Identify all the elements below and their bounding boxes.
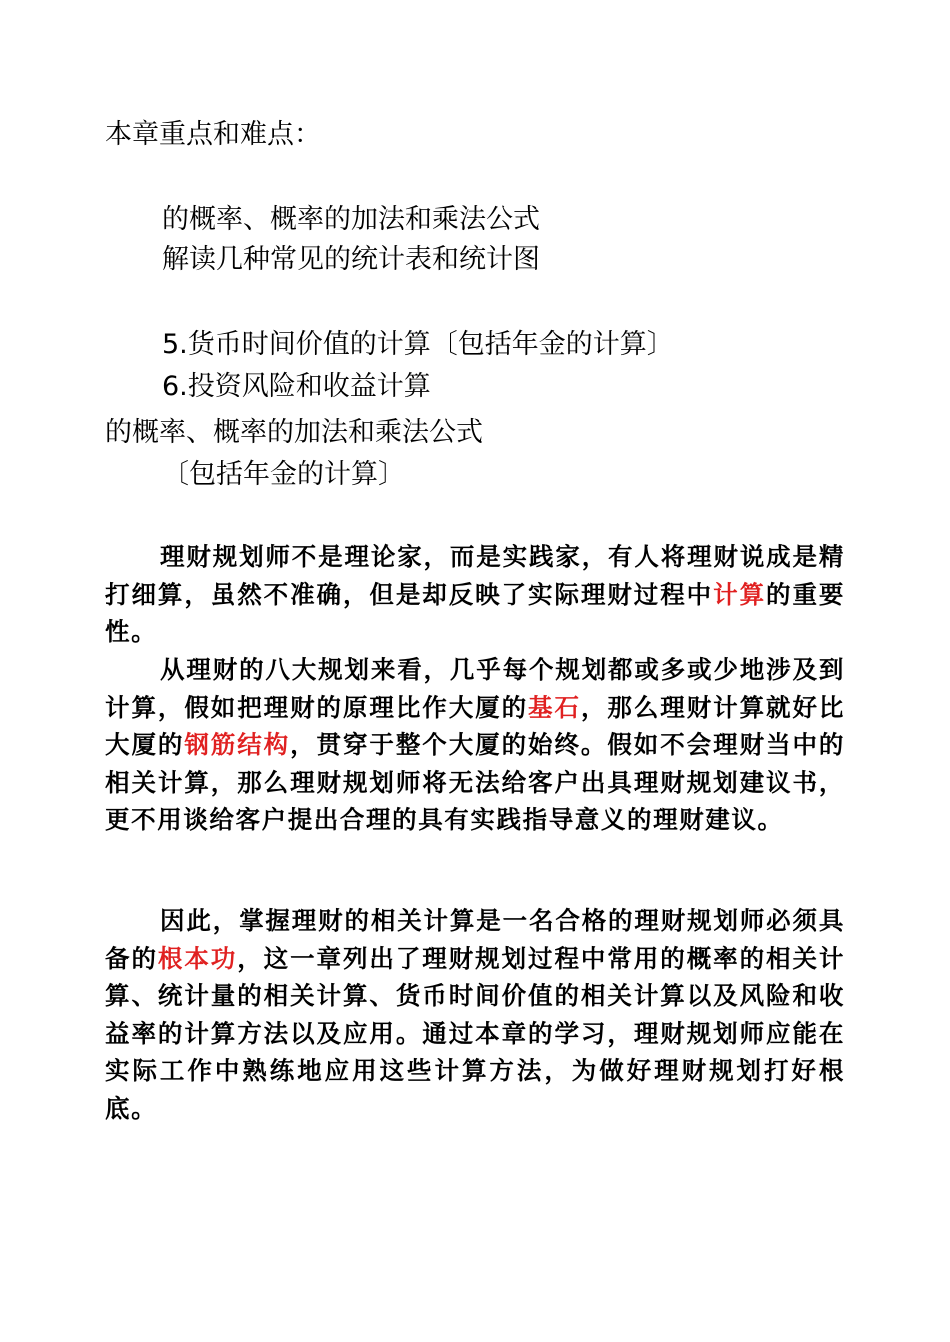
paragraph-text: ，贯穿于整个大厦的始终。假如不会理财当中的相关计算，那么理财规划师将无法给客户出具理财规划建议书，更不用谈给客户提出合理的具有实践指导意义的理财建议。 xyxy=(105,730,845,834)
paragraph-text: 从理财的八大规划来看，几乎每个规划都或多或少地涉及到计算，假如把理财的原理比作大厦的 xyxy=(105,655,845,722)
body-paragraph xyxy=(105,651,845,839)
section-heading: 本章重点和难点： xyxy=(105,119,321,150)
key-point-item: 〔包括年金的计算〕 xyxy=(162,459,405,490)
highlighted-term: 基石 xyxy=(528,692,581,722)
body-paragraph xyxy=(105,538,845,651)
paragraph-text: 的重要性。 xyxy=(105,579,845,646)
paragraph-text: 因此，掌握理财的相关计算是一名合格的理财规划师必须具备的 xyxy=(105,906,845,973)
highlighted-term: 计算 xyxy=(713,579,767,609)
highlighted-term: 根本功 xyxy=(157,943,238,973)
key-point-item: 的概率、概率的加法和乘法公式 xyxy=(162,204,540,235)
body-paragraph xyxy=(105,902,845,1127)
key-point-item: 5.货币时间价值的计算〔包括年金的计算〕 xyxy=(162,329,674,360)
paragraph-text: 理财规划师不是理论家，而是实践家，有人将理财说成是精打细算，虽然不准确，但是却反映了实际理财过程中 xyxy=(105,542,845,609)
paragraph-text: ，那么理财计算就好比大厦的 xyxy=(105,692,845,759)
key-point-item: 的概率、概率的加法和乘法公式 xyxy=(105,417,483,448)
key-point-item: 解读几种常见的统计表和统计图 xyxy=(162,244,540,275)
key-point-item: 6.投资风险和收益计算 xyxy=(162,371,431,402)
paragraph-text: ，这一章列出了理财规划过程中常用的概率的相关计算、统计量的相关计算、货币时间价值的相关计算以及风险和收益率的计算方法以及应用。通过本章的学习，理财规划师应能在实际工作中熟练地应用这些计算方法，为做好理财规划打好根底。 xyxy=(105,943,845,1123)
highlighted-term: 钢筋结构 xyxy=(184,730,291,759)
